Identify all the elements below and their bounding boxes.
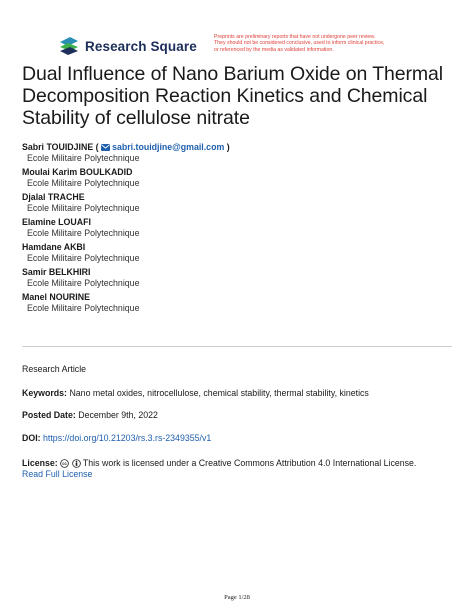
license-line	[22, 458, 462, 469]
open-paren: (	[95, 142, 99, 152]
author-email: sabri.touidjine@gmail.com	[112, 142, 225, 152]
creative-commons-icon	[60, 459, 69, 468]
research-square-logo-icon	[58, 36, 80, 56]
page-number: Page 1/28	[224, 594, 250, 601]
close-paren: )	[226, 142, 230, 152]
doi-link[interactable]: https://doi.org/10.21203/rs.3.rs-2349355/v1	[43, 433, 212, 443]
author-affiliation: Ecole Militaire Polytechnique	[27, 253, 140, 263]
author-entry	[22, 217, 452, 239]
author-name: Elamine LOUAFI	[22, 217, 91, 227]
author-affiliation: Ecole Militaire Polytechnique	[27, 203, 140, 213]
preprint-notice-line: or referenced by the media as validated information.	[214, 46, 334, 53]
preprint-notice	[214, 34, 454, 53]
author-entry	[22, 242, 452, 264]
preprint-notice-line: Preprints are preliminary reports that have not undergone peer review.	[214, 34, 376, 40]
author-entry	[22, 142, 452, 164]
author-entry	[22, 167, 452, 189]
section-divider	[22, 346, 452, 347]
header	[58, 34, 456, 60]
posted-date-value: December 9th, 2022	[78, 410, 158, 420]
author-name: Hamdane AKBI	[22, 242, 86, 252]
svg-text:cc: cc	[62, 460, 67, 466]
doi-line	[22, 433, 462, 444]
keywords-line	[22, 388, 462, 399]
research-square-logo[interactable]	[58, 36, 197, 56]
logo-text: Research Square	[85, 38, 197, 54]
attribution-icon	[72, 459, 81, 468]
article-type: Research Article	[22, 364, 87, 374]
doi-label: DOI:	[22, 433, 41, 443]
author-entry	[22, 192, 452, 214]
author-list	[22, 142, 452, 317]
preprint-notice-line: They should not be considered conclusive, used to inform clinical practice,	[214, 40, 385, 47]
author-name: Manel NOURINE	[22, 292, 90, 302]
posted-date-label: Posted Date:	[22, 410, 76, 420]
envelope-icon	[101, 144, 110, 151]
license-block	[22, 458, 462, 480]
license-text: This work is licensed under a Creative Commons Attribution 4.0 International License.	[82, 458, 417, 468]
author-entry	[22, 292, 452, 314]
corresponding-author-name: Sabri TOUIDJINE	[22, 142, 94, 152]
author-affiliation: Ecole Militaire Polytechnique	[27, 303, 140, 313]
author-affiliation: Ecole Militaire Polytechnique	[27, 228, 140, 238]
author-name: Moulai Karim BOULKADID	[22, 167, 133, 177]
author-email-link[interactable]	[101, 142, 227, 152]
license-label: License:	[22, 458, 58, 468]
posted-date-line	[22, 410, 462, 421]
author-name: Samir BELKHIRI	[22, 267, 91, 277]
author-affiliation: Ecole Militaire Polytechnique	[27, 178, 140, 188]
author-affiliation: Ecole Militaire Polytechnique	[27, 153, 140, 163]
read-full-license-link[interactable]: Read Full License	[22, 469, 93, 479]
author-name: Djalal TRACHE	[22, 192, 85, 202]
paper-title: Dual Influence of Nano Barium Oxide on Thermal Decomposition Reaction Kinetics and Chemical Stability of cellulose nitrate	[22, 63, 444, 129]
keywords-label: Keywords:	[22, 388, 67, 398]
keywords-value: Nano metal oxides, nitrocellulose, chemical stability, thermal stability, kinetics	[69, 388, 369, 398]
author-affiliation: Ecole Militaire Polytechnique	[27, 278, 140, 288]
author-entry	[22, 267, 452, 289]
author-name	[22, 142, 452, 153]
